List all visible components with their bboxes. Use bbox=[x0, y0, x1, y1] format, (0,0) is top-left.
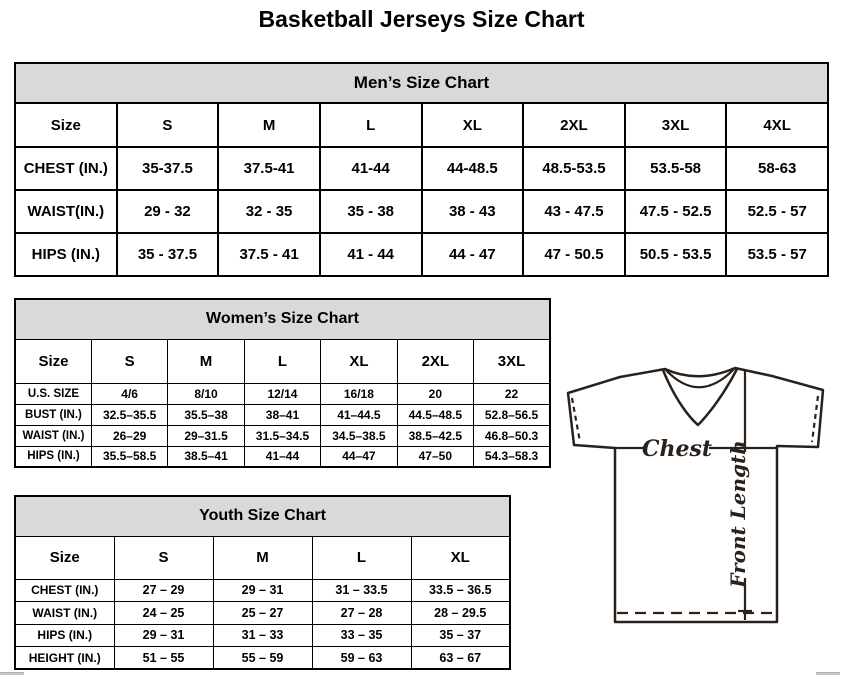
table-cell: 20 bbox=[397, 383, 473, 404]
table-cell: 52.8–56.5 bbox=[474, 404, 550, 425]
row-label: CHEST (IN.) bbox=[15, 579, 114, 602]
table-cell: 8/10 bbox=[168, 383, 244, 404]
table-cell: 46.8–50.3 bbox=[474, 425, 550, 446]
column-header: 3XL bbox=[474, 339, 550, 383]
table-title: Men’s Size Chart bbox=[15, 63, 828, 103]
table-cell: 22 bbox=[474, 383, 550, 404]
table-cell: 35.5–38 bbox=[168, 404, 244, 425]
table-row bbox=[15, 147, 828, 190]
table-cell: 29 – 31 bbox=[213, 579, 312, 602]
table-row bbox=[15, 647, 510, 670]
table-cell: 38.5–41 bbox=[168, 446, 244, 467]
jersey-outline-shape bbox=[568, 368, 823, 622]
column-header: L bbox=[244, 339, 320, 383]
row-label: WAIST (IN.) bbox=[15, 602, 114, 625]
table-cell: 47 - 50.5 bbox=[523, 233, 625, 276]
table-cell: 27 – 29 bbox=[114, 579, 213, 602]
right-cuff-dash bbox=[812, 396, 818, 442]
table-cell: 32 - 35 bbox=[218, 190, 320, 233]
front-length-label: Front Length bbox=[726, 440, 750, 588]
table-cell: 52.5 - 57 bbox=[726, 190, 828, 233]
table-row bbox=[15, 602, 510, 625]
page-title: Basketball Jerseys Size Chart bbox=[258, 6, 585, 32]
table-cell: 38.5–42.5 bbox=[397, 425, 473, 446]
column-header: Size bbox=[15, 536, 114, 579]
table-title: Youth Size Chart bbox=[15, 496, 510, 536]
column-header: Size bbox=[15, 103, 117, 147]
table-cell: 37.5-41 bbox=[218, 147, 320, 190]
table-row bbox=[15, 425, 550, 446]
table-cell: 34.5–38.5 bbox=[321, 425, 397, 446]
table-cell: 53.5-58 bbox=[625, 147, 727, 190]
table-cell: 35 – 37 bbox=[411, 624, 510, 647]
table-cell: 4/6 bbox=[91, 383, 167, 404]
table-cell: 63 – 67 bbox=[411, 647, 510, 670]
column-header: 3XL bbox=[625, 103, 727, 147]
column-header: Size bbox=[15, 339, 91, 383]
table-cell: 25 – 27 bbox=[213, 602, 312, 625]
row-label: HIPS (IN.) bbox=[15, 446, 91, 467]
column-header: M bbox=[168, 339, 244, 383]
youth-size-table bbox=[14, 495, 511, 670]
chest-label: Chest bbox=[641, 436, 713, 462]
column-header: 2XL bbox=[523, 103, 625, 147]
row-label: WAIST(IN.) bbox=[15, 190, 117, 233]
table-cell: 31 – 33.5 bbox=[312, 579, 411, 602]
table-cell: 43 - 47.5 bbox=[523, 190, 625, 233]
table-cell: 29–31.5 bbox=[168, 425, 244, 446]
table-cell: 41–44 bbox=[244, 446, 320, 467]
column-header: S bbox=[117, 103, 219, 147]
column-header: S bbox=[91, 339, 167, 383]
table-cell: 28 – 29.5 bbox=[411, 602, 510, 625]
table-cell: 35.5–58.5 bbox=[91, 446, 167, 467]
table-cell: 32.5–35.5 bbox=[91, 404, 167, 425]
row-label: CHEST (IN.) bbox=[15, 147, 117, 190]
horizontal-scrollbar-fragment-right[interactable] bbox=[816, 672, 840, 675]
row-label: BUST (IN.) bbox=[15, 404, 91, 425]
column-header: XL bbox=[321, 339, 397, 383]
table-row bbox=[15, 624, 510, 647]
column-header: L bbox=[320, 103, 422, 147]
table-cell: 35 - 38 bbox=[320, 190, 422, 233]
table-cell: 41 - 44 bbox=[320, 233, 422, 276]
table-cell: 27 – 28 bbox=[312, 602, 411, 625]
mens-size-table bbox=[14, 62, 829, 277]
table-cell: 29 – 31 bbox=[114, 624, 213, 647]
row-label: U.S. SIZE bbox=[15, 383, 91, 404]
column-header: M bbox=[218, 103, 320, 147]
column-header: 4XL bbox=[726, 103, 828, 147]
row-label: WAIST (IN.) bbox=[15, 425, 91, 446]
table-cell: 35 - 37.5 bbox=[117, 233, 219, 276]
row-label: HIPS (IN.) bbox=[15, 624, 114, 647]
row-label: HEIGHT (IN.) bbox=[15, 647, 114, 670]
table-cell: 33.5 – 36.5 bbox=[411, 579, 510, 602]
table-cell: 53.5 - 57 bbox=[726, 233, 828, 276]
table-cell: 12/14 bbox=[244, 383, 320, 404]
table-cell: 16/18 bbox=[321, 383, 397, 404]
column-header: S bbox=[114, 536, 213, 579]
table-row bbox=[15, 190, 828, 233]
table-cell: 24 – 25 bbox=[114, 602, 213, 625]
womens-size-table bbox=[14, 298, 551, 468]
table-row bbox=[15, 233, 828, 276]
table-cell: 33 – 35 bbox=[312, 624, 411, 647]
table-cell: 58-63 bbox=[726, 147, 828, 190]
column-header: M bbox=[213, 536, 312, 579]
table-cell: 54.3–58.3 bbox=[474, 446, 550, 467]
table-cell: 51 – 55 bbox=[114, 647, 213, 670]
column-header: XL bbox=[411, 536, 510, 579]
table-cell: 59 – 63 bbox=[312, 647, 411, 670]
column-header: XL bbox=[422, 103, 524, 147]
table-cell: 44 - 47 bbox=[422, 233, 524, 276]
table-cell: 44-48.5 bbox=[422, 147, 524, 190]
table-cell: 55 – 59 bbox=[213, 647, 312, 670]
row-label: HIPS (IN.) bbox=[15, 233, 117, 276]
table-cell: 31.5–34.5 bbox=[244, 425, 320, 446]
table-cell: 26–29 bbox=[91, 425, 167, 446]
table-cell: 47.5 - 52.5 bbox=[625, 190, 727, 233]
table-cell: 38–41 bbox=[244, 404, 320, 425]
column-header: L bbox=[312, 536, 411, 579]
table-cell: 29 - 32 bbox=[117, 190, 219, 233]
table-cell: 44–47 bbox=[321, 446, 397, 467]
table-cell: 47–50 bbox=[397, 446, 473, 467]
table-row bbox=[15, 404, 550, 425]
table-cell: 41–44.5 bbox=[321, 404, 397, 425]
table-row bbox=[15, 383, 550, 404]
table-cell: 50.5 - 53.5 bbox=[625, 233, 727, 276]
table-cell: 31 – 33 bbox=[213, 624, 312, 647]
table-cell: 41-44 bbox=[320, 147, 422, 190]
table-cell: 48.5-53.5 bbox=[523, 147, 625, 190]
table-cell: 38 - 43 bbox=[422, 190, 524, 233]
table-cell: 37.5 - 41 bbox=[218, 233, 320, 276]
jersey-measurement-diagram bbox=[556, 354, 843, 632]
table-title: Women’s Size Chart bbox=[15, 299, 550, 339]
column-header: 2XL bbox=[397, 339, 473, 383]
horizontal-scrollbar-fragment-left[interactable] bbox=[0, 672, 24, 675]
table-cell: 44.5–48.5 bbox=[397, 404, 473, 425]
table-cell: 35-37.5 bbox=[117, 147, 219, 190]
table-row bbox=[15, 446, 550, 467]
table-row bbox=[15, 579, 510, 602]
